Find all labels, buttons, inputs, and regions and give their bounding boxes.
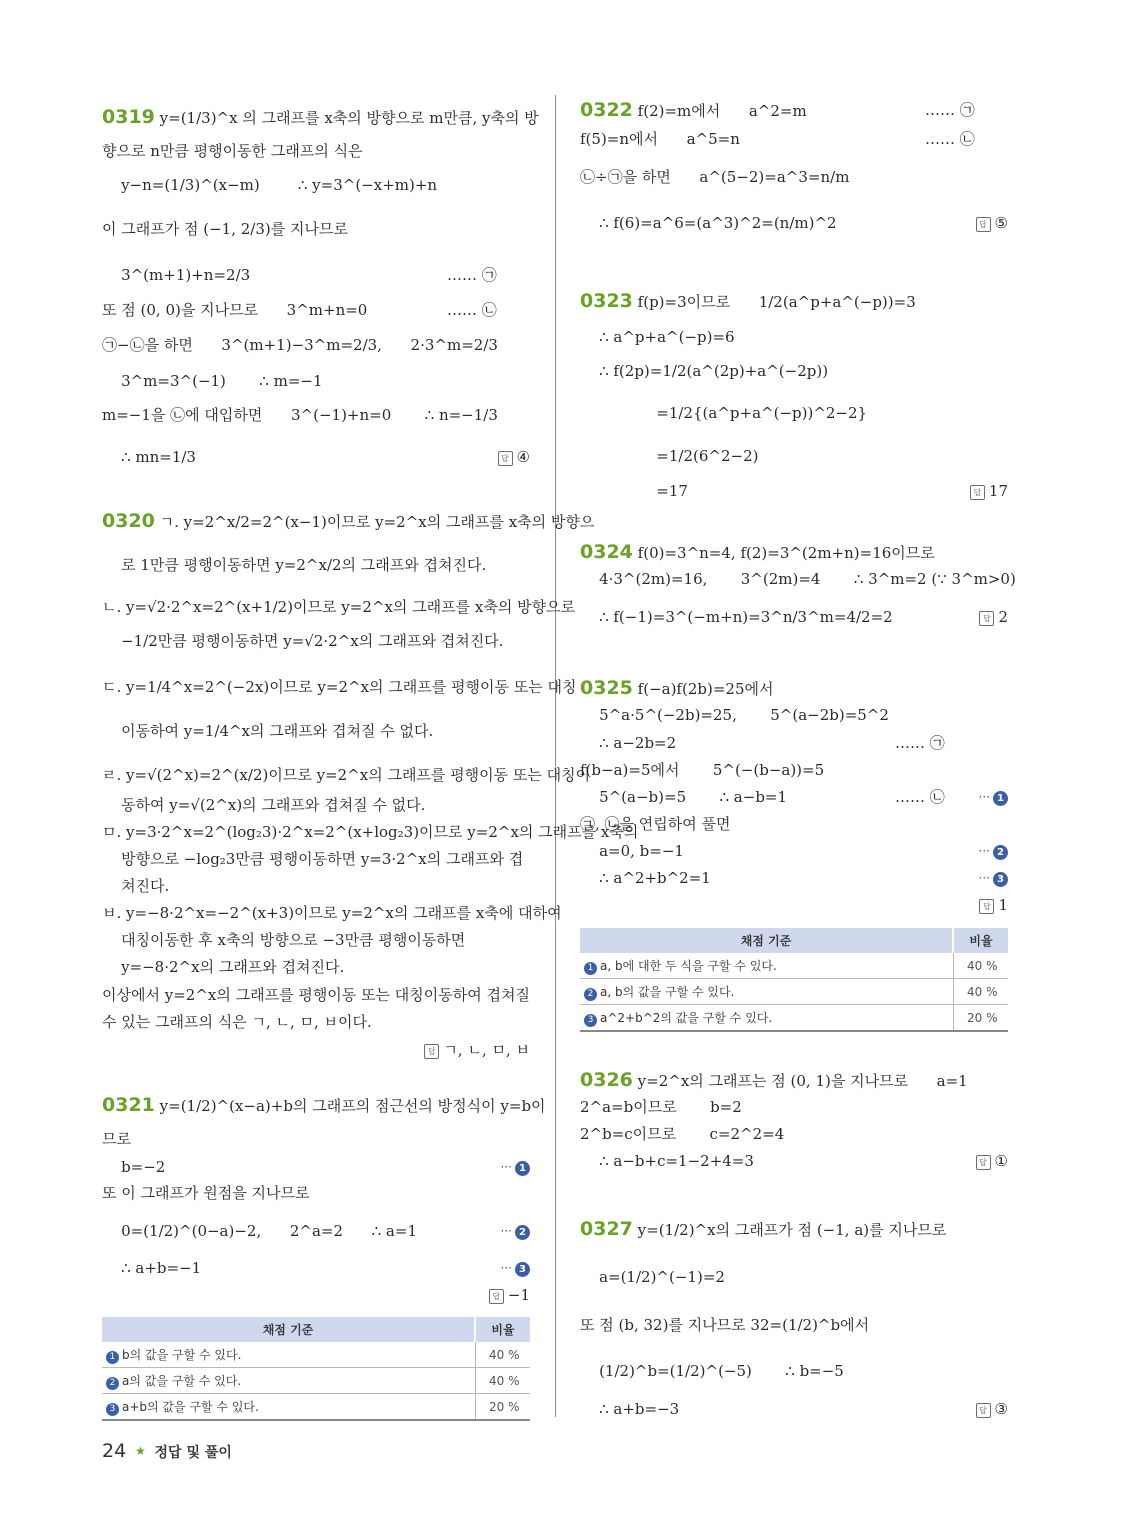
solution-line — [580, 446, 758, 466]
solution-line — [580, 403, 867, 423]
problem-heading — [580, 100, 807, 121]
solution-text: 이동하여 y=1/4^x의 그래프와 겹쳐질 수 없다. — [102, 722, 434, 740]
step-marker — [501, 1258, 530, 1278]
problem-heading — [580, 1070, 968, 1091]
problem-number: 0319 — [102, 106, 155, 128]
solution-text: ㅁ. y=3·2^x=2^(log₂3)·2^x=2^(x+log₂3)이므로 y=2^x의 그래프를 x축의 — [102, 823, 639, 841]
solution-line — [102, 597, 575, 617]
solution-line — [102, 957, 344, 977]
criteria-header: 채점 기준 — [580, 928, 953, 953]
scoring-header-row — [102, 1317, 530, 1342]
solution-line — [102, 300, 367, 320]
answer-icon: 답 — [976, 1403, 991, 1418]
solution-text: 쳐진다. — [102, 877, 170, 895]
solution-text: ㉠−㉡을 하면 3^(m+1)−3^m=2/3, 2·3^m=2/3 — [102, 336, 498, 354]
problem-number: 0322 — [580, 99, 633, 121]
answer-label — [976, 1151, 1008, 1171]
solution-line — [102, 985, 530, 1005]
step-arrow-icon: ··· — [500, 1160, 512, 1174]
answer-icon: 답 — [976, 1155, 991, 1170]
scoring-row — [102, 1368, 530, 1394]
solution-line — [580, 213, 837, 233]
step-marker — [979, 841, 1008, 861]
solution-line — [102, 721, 433, 741]
solution-line — [580, 607, 893, 627]
scoring-row — [580, 1005, 1008, 1032]
criteria-text: a의 값을 구할 수 있다. — [122, 1373, 242, 1388]
answer-label — [979, 607, 1008, 627]
answer-icon: 답 — [979, 611, 994, 626]
problem-number: 0320 — [102, 510, 155, 532]
criteria-cell — [102, 1368, 475, 1394]
ratio-cell: 20 % — [953, 1005, 1008, 1032]
solution-line — [102, 1129, 131, 1149]
answer-icon: 답 — [489, 1289, 504, 1304]
solution-text: ∴ a+b=−3 — [580, 1400, 680, 1418]
solution-line — [102, 849, 523, 869]
problem-heading — [580, 1219, 946, 1240]
solution-line — [102, 405, 498, 425]
solution-line — [102, 447, 196, 467]
solution-text: 동하여 y=√(2^x)의 그래프와 겹쳐질 수 없다. — [102, 796, 426, 814]
solution-line — [102, 555, 486, 575]
criteria-text: b의 값을 구할 수 있다. — [122, 1347, 242, 1362]
problem-heading — [102, 107, 539, 128]
step-number-badge: 1 — [993, 791, 1008, 806]
solution-line — [102, 795, 425, 815]
solution-text: −1/2만큼 평행이동하면 y=√2·2^x의 그래프와 겹쳐진다. — [102, 632, 504, 650]
ratio-header: 비율 — [953, 928, 1008, 953]
step-number-badge: 2 — [584, 988, 597, 1001]
solution-text: y=−8·2^x의 그래프와 겹쳐진다. — [102, 958, 345, 976]
solution-text: 3^m=3^(−1) ∴ m=−1 — [102, 372, 323, 390]
step-arrow-icon: ··· — [978, 871, 990, 885]
solution-text: ㄴ. y=√2·2^x=2^(x+1/2)이므로 y=2^x의 그래프를 x축의 방향으로 — [102, 598, 576, 616]
problem-number: 0326 — [580, 1069, 633, 1091]
scoring-row — [102, 1342, 530, 1368]
solution-line — [580, 787, 787, 807]
solution-line — [102, 1157, 165, 1177]
star-icon: ★ — [134, 1444, 146, 1458]
step-arrow-icon: ··· — [500, 1224, 512, 1238]
scoring-row — [580, 953, 1008, 979]
solution-text: ∴ f(2p)=1/2(a^(2p)+a^(−2p)) — [580, 362, 829, 380]
solution-text: 또 점 (b, 32)를 지나므로 32=(1/2)^b에서 — [580, 1316, 870, 1334]
solution-text: b=−2 — [102, 1158, 166, 1176]
criteria-text: a+b의 값을 구할 수 있다. — [122, 1399, 259, 1414]
solution-line — [580, 327, 735, 347]
solution-text: f(b−a)=5에서 5^(−(b−a))=5 — [580, 761, 825, 779]
answer-value: ⑤ — [994, 214, 1008, 232]
scoring-table — [580, 928, 1008, 1032]
solution-text: f(p)=3이므로 1/2(a^p+a^(−p))=3 — [632, 293, 916, 311]
step-number-badge: 3 — [515, 1262, 530, 1277]
equation-marker: …… ㉡ — [447, 301, 497, 319]
solution-text: ∴ a^p+a^(−p)=6 — [580, 328, 735, 346]
solution-line — [580, 1097, 742, 1117]
problem-number: 0327 — [580, 1218, 633, 1240]
equation-marker: …… ㉠ — [925, 101, 975, 119]
ratio-cell: 40 % — [953, 953, 1008, 979]
step-number-badge: 1 — [106, 1351, 119, 1364]
ratio-cell: 40 % — [953, 979, 1008, 1005]
solution-text: f(5)=n에서 a^5=n — [580, 130, 740, 148]
ratio-cell: 40 % — [475, 1368, 530, 1394]
solution-text: y=2^x의 그래프는 점 (0, 1)을 지나므로 a=1 — [632, 1072, 968, 1090]
answer-value: ㄱ, ㄴ, ㅁ, ㅂ — [443, 1041, 530, 1059]
problem-heading — [102, 511, 594, 532]
solution-line — [580, 481, 688, 501]
solution-line — [102, 265, 250, 285]
solution-text: 또 점 (0, 0)을 지나므로 3^m+n=0 — [102, 301, 368, 319]
answer-label — [979, 895, 1008, 915]
section-title: 정답 및 풀이 — [154, 1445, 232, 1461]
scoring-row — [580, 979, 1008, 1005]
solution-text: =1/2(6^2−2) — [580, 447, 759, 465]
solution-text: 향으로 n만큼 평행이동한 그래프의 식은 — [102, 142, 363, 160]
ratio-header: 비율 — [475, 1317, 530, 1342]
answer-label — [424, 1040, 530, 1060]
solution-line — [580, 129, 740, 149]
solution-line — [102, 876, 169, 896]
solution-line — [580, 760, 824, 780]
ratio-cell: 20 % — [475, 1394, 530, 1421]
page-number: 24 — [102, 1440, 127, 1462]
solution-text: y=(1/2)^x의 그래프가 점 (−1, a)를 지나므로 — [632, 1221, 947, 1239]
solution-line — [102, 1221, 417, 1241]
solution-text: 이 그래프가 점 (−1, 2/3)를 지나므로 — [102, 220, 348, 238]
solution-text: 수 있는 그래프의 식은 ㄱ, ㄴ, ㅁ, ㅂ이다. — [102, 1013, 372, 1031]
solution-text: 5^(a−b)=5 ∴ a−b=1 — [580, 788, 788, 806]
solution-text: ∴ f(−1)=3^(−m+n)=3^n/3^m=4/2=2 — [580, 608, 893, 626]
solution-text: a=0, b=−1 — [580, 842, 684, 860]
solution-line — [102, 141, 363, 161]
problem-number: 0323 — [580, 290, 633, 312]
solution-line — [580, 1267, 725, 1287]
problem-heading — [580, 291, 916, 312]
solution-line — [580, 361, 828, 381]
solution-text: ∴ mn=1/3 — [102, 448, 196, 466]
equation-marker: …… ㉡ — [895, 788, 945, 806]
ratio-cell: 40 % — [475, 1342, 530, 1368]
step-marker — [501, 1221, 530, 1241]
solution-text: 4·3^(2m)=16, 3^(2m)=4 ∴ 3^m=2 (∵ 3^m>0) — [580, 570, 1016, 588]
scoring-header-row — [580, 928, 1008, 953]
solution-text: ㄱ. y=2^x/2=2^(x−1)이므로 y=2^x의 그래프를 x축의 방향으 — [154, 513, 595, 531]
step-marker — [979, 787, 1008, 807]
answer-icon: 답 — [979, 899, 994, 914]
solution-text: 므로 — [102, 1130, 131, 1148]
solution-text: ∴ a−2b=2 — [580, 734, 677, 752]
problem-heading — [102, 1095, 546, 1116]
solution-text: (1/2)^b=(1/2)^(−5) ∴ b=−5 — [580, 1362, 844, 1380]
solution-line — [580, 1315, 869, 1335]
solution-line — [102, 175, 437, 195]
solution-line — [580, 569, 1016, 589]
solution-line — [102, 219, 348, 239]
solution-text: ㉠, ㉡을 연립하여 풀면 — [580, 815, 731, 833]
step-arrow-icon: ··· — [978, 844, 990, 858]
solution-text: f(−a)f(2b)=25에서 — [632, 680, 774, 698]
solution-line — [580, 1399, 679, 1419]
equation-marker: …… ㉡ — [925, 130, 975, 148]
criteria-cell — [580, 1005, 953, 1032]
solution-text: f(0)=3^n=4, f(2)=3^(2m+n)=16이므로 — [632, 544, 935, 562]
step-number-badge: 3 — [584, 1014, 597, 1027]
solution-text: ∴ a−b+c=1−2+4=3 — [580, 1152, 754, 1170]
criteria-cell — [580, 979, 953, 1005]
solution-line — [580, 1151, 754, 1171]
answer-icon: 답 — [498, 451, 513, 466]
solution-line — [102, 677, 577, 697]
problem-number: 0324 — [580, 541, 633, 563]
solution-text: ㉡÷㉠을 하면 a^(5−2)=a^3=n/m — [580, 168, 850, 186]
solution-text: ∴ f(6)=a^6=(a^3)^2=(n/m)^2 — [580, 214, 837, 232]
solution-text: y=(1/2)^(x−a)+b의 그래프의 점근선의 방정식이 y=b이 — [154, 1097, 546, 1115]
step-arrow-icon: ··· — [500, 1261, 512, 1275]
criteria-cell — [580, 953, 953, 979]
answer-value: ④ — [516, 448, 530, 466]
answer-icon: 답 — [976, 217, 991, 232]
problem-heading — [580, 678, 773, 699]
answer-icon: 답 — [424, 1044, 439, 1059]
problem-heading — [580, 542, 935, 563]
solution-text: 로 1만큼 평행이동하면 y=2^x/2의 그래프와 겹쳐진다. — [102, 556, 487, 574]
solution-text: ㄷ. y=1/4^x=2^(−2x)이므로 y=2^x의 그래프를 평행이동 또는 대칭 — [102, 678, 577, 696]
solution-line — [580, 814, 731, 834]
step-arrow-icon: ··· — [978, 790, 990, 804]
solution-text: 대칭이동한 후 x축의 방향으로 −3만큼 평행이동하면 — [102, 931, 466, 949]
solution-text: 5^a·5^(−2b)=25, 5^(a−2b)=5^2 — [580, 706, 889, 724]
equation-marker: …… ㉠ — [447, 266, 497, 284]
step-number-badge: 3 — [993, 872, 1008, 887]
solution-text: ∴ a+b=−1 — [102, 1259, 202, 1277]
answer-label — [498, 447, 530, 467]
solution-line — [102, 1012, 372, 1032]
solution-text: =1/2{(a^p+a^(−p))^2−2} — [580, 404, 868, 422]
solution-text: ㄹ. y=√(2^x)=2^(x/2)이므로 y=2^x의 그래프를 평행이동 또는 대칭이 — [102, 766, 591, 784]
solution-line — [580, 733, 676, 753]
solution-line — [102, 903, 562, 923]
solution-line — [102, 1258, 201, 1278]
solution-text: 방향으로 −log₂3만큼 평행이동하면 y=3·2^x의 그래프와 겹 — [102, 850, 524, 868]
problem-number: 0321 — [102, 1094, 155, 1116]
solution-line — [102, 335, 498, 355]
solution-text: ∴ a^2+b^2=1 — [580, 869, 711, 887]
answer-label — [976, 213, 1008, 233]
solution-text: m=−1을 ㉡에 대입하면 3^(−1)+n=0 ∴ n=−1/3 — [102, 406, 498, 424]
step-number-badge: 2 — [515, 1225, 530, 1240]
column-divider — [555, 95, 556, 1417]
step-marker — [501, 1157, 530, 1177]
equation-marker: …… ㉠ — [895, 734, 945, 752]
solution-text: f(2)=m에서 a^2=m — [632, 102, 807, 120]
solution-line — [102, 930, 465, 950]
criteria-cell — [102, 1342, 475, 1368]
solution-text: ㅂ. y=−8·2^x=−2^(x+3)이므로 y=2^x의 그래프를 x축에 대하여 — [102, 904, 562, 922]
solution-line — [580, 167, 849, 187]
solution-text: 0=(1/2)^(0−a)−2, 2^a=2 ∴ a=1 — [102, 1222, 417, 1240]
solution-text: 2^a=b이므로 b=2 — [580, 1098, 742, 1116]
solution-text: a=(1/2)^(−1)=2 — [580, 1268, 725, 1286]
answer-value: 17 — [988, 482, 1008, 500]
answer-value: ③ — [994, 1400, 1008, 1418]
criteria-text: a^2+b^2의 값을 구할 수 있다. — [600, 1010, 773, 1025]
criteria-text: a, b의 값을 구할 수 있다. — [600, 984, 735, 999]
answer-value: ① — [994, 1152, 1008, 1170]
solution-line — [580, 841, 684, 861]
solution-text: 3^(m+1)+n=2/3 — [102, 266, 251, 284]
step-number-badge: 3 — [106, 1403, 119, 1416]
solution-line — [580, 868, 711, 888]
solution-text: y−n=(1/3)^(x−m) ∴ y=3^(−x+m)+n — [102, 176, 438, 194]
solution-line — [102, 371, 323, 391]
answer-label — [970, 481, 1008, 501]
solution-line — [580, 1361, 844, 1381]
step-number-badge: 1 — [515, 1161, 530, 1176]
solution-text: 2^b=c이므로 c=2^2=4 — [580, 1125, 785, 1143]
answer-label — [489, 1285, 530, 1305]
step-marker — [979, 868, 1008, 888]
solution-line — [102, 631, 503, 651]
scoring-row — [102, 1394, 530, 1421]
answer-label — [976, 1399, 1008, 1419]
solution-line — [102, 822, 638, 842]
page-footer — [102, 1440, 232, 1462]
solution-line — [580, 705, 889, 725]
solution-line — [102, 765, 590, 785]
criteria-cell — [102, 1394, 475, 1421]
solution-text: y=(1/3)^x 의 그래프를 x축의 방향으로 m만큼, y축의 방 — [154, 109, 539, 127]
solution-text: 또 이 그래프가 원점을 지나므로 — [102, 1184, 310, 1202]
answer-value: 1 — [998, 896, 1008, 914]
step-number-badge: 2 — [993, 845, 1008, 860]
solution-text: 이상에서 y=2^x의 그래프를 평행이동 또는 대칭이동하여 겹쳐질 — [102, 986, 530, 1004]
step-number-badge: 2 — [106, 1377, 119, 1390]
criteria-text: a, b에 대한 두 식을 구할 수 있다. — [600, 958, 777, 973]
answer-value: 2 — [998, 608, 1008, 626]
step-number-badge: 1 — [584, 962, 597, 975]
solution-line — [580, 1124, 784, 1144]
problem-number: 0325 — [580, 677, 633, 699]
answer-value: −1 — [507, 1286, 530, 1304]
solution-text: =17 — [580, 482, 688, 500]
answer-icon: 답 — [970, 485, 985, 500]
criteria-header: 채점 기준 — [102, 1317, 475, 1342]
solution-line — [102, 1183, 309, 1203]
scoring-table — [102, 1317, 530, 1421]
